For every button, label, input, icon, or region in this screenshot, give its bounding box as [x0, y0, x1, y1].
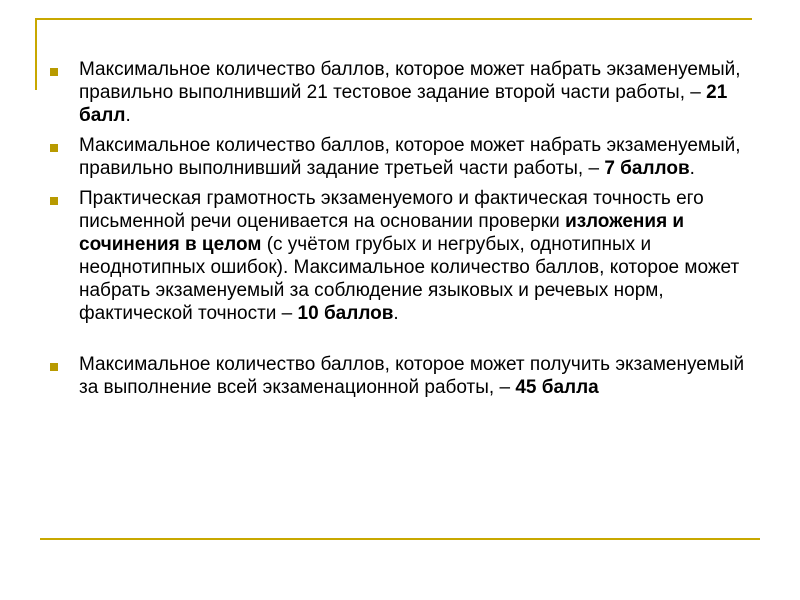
bullet-item-3 [50, 187, 755, 325]
bullet-item-2 [50, 134, 755, 180]
bullet-3-end: . [393, 303, 399, 324]
square-bullet-icon [50, 68, 58, 76]
frame-left-line [35, 18, 37, 90]
bullet-2-text: Максимальное количество баллов, которое может набрать экзаменуемый, правильно выполнивший задание третьей части работы, – [79, 135, 741, 179]
bullet-item-1 [50, 58, 755, 127]
bullet-item-4 [50, 353, 755, 399]
bullet-4-bold: 45 балла [515, 377, 599, 398]
bullet-1-text: Максимальное количество баллов, которое может набрать экзаменуемый, правильно выполнивший 21 тестовое задание второй части работы, – [79, 59, 741, 103]
slide-content [50, 58, 755, 406]
bullet-2-bold: 7 баллов [604, 158, 690, 179]
bullet-3-bold-2: 10 баллов [297, 303, 394, 324]
bullet-3-middle: (с учётом грубых и негрубых, однотипных и неоднотипных ошибок). Максимальное количество баллов, которое может набрать экзаменуемый за соблюдение языковых и речевых норм, фактической точности – [79, 234, 740, 324]
frame-bottom-line [40, 538, 760, 540]
square-bullet-icon [50, 144, 58, 152]
square-bullet-icon [50, 197, 58, 205]
bullet-3-text: Практическая грамотность экзаменуемого и фактическая точность его письменной речи оценивается на основании проверки [79, 188, 704, 232]
bullet-1-end: . [125, 105, 131, 126]
frame-top-line [35, 18, 752, 20]
square-bullet-icon [50, 363, 58, 371]
bullet-2-end: . [689, 158, 695, 179]
bullet-1-bold: 21 балл [79, 82, 728, 126]
bullet-4-text: Максимальное количество баллов, которое может получить экзаменуемый за выполнение всей экзаменационной работы, – [79, 354, 745, 398]
bullet-3-bold-1: изложения и сочинения в целом [79, 211, 685, 255]
